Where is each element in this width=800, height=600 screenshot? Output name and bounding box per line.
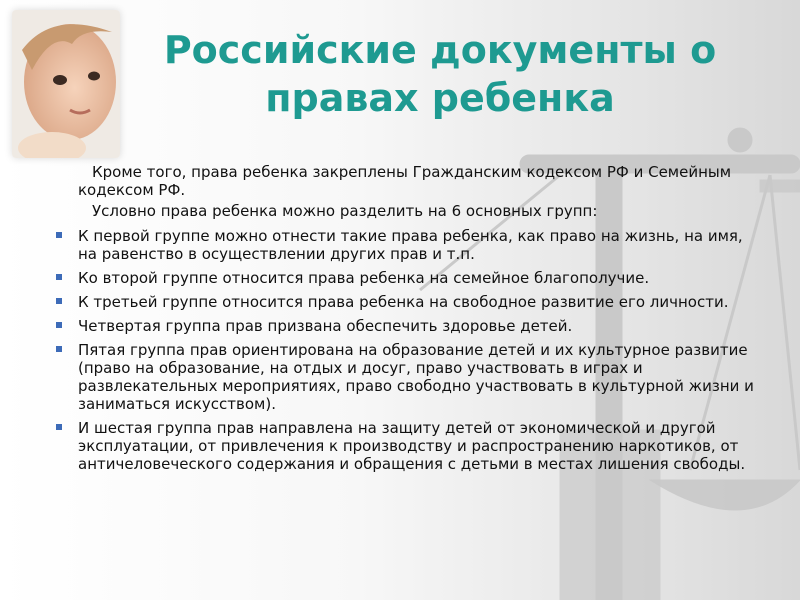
child-face-photo: [12, 10, 120, 158]
list-item-text: К третьей группе относится права ребенка на свободное развитие его личности.: [78, 293, 729, 311]
list-item-text: К первой группе можно отнести такие права ребенка, как право на жизнь, на имя, на равенство в осуществлении других прав и т.п.: [78, 227, 743, 263]
list-item-text: Четвертая группа прав призвана обеспечить здоровье детей.: [78, 317, 573, 335]
bullet-icon: [56, 322, 62, 328]
intro-paragraph: Условно права ребенка можно разделить на 6 основных групп:: [92, 202, 598, 220]
intro-paragraph: Кроме того, права ребенка закреплены Гражданским кодексом РФ и Семейным кодексом РФ.: [78, 163, 732, 199]
list-item: [54, 341, 762, 413]
bullet-icon: [56, 424, 62, 430]
list-item: [54, 293, 762, 311]
bullet-icon: [56, 298, 62, 304]
bullet-icon: [56, 346, 62, 352]
rights-groups-list: [54, 227, 762, 473]
list-item: [54, 317, 762, 335]
bullet-icon: [56, 232, 62, 238]
list-item: [54, 269, 762, 287]
bullet-icon: [56, 274, 62, 280]
list-item-text: Ко второй группе относится права ребенка на семейное благополучие.: [78, 269, 650, 287]
page-title: [120, 26, 760, 122]
title-line-1: Российские документы о: [163, 28, 717, 72]
title-line-2: правах ребенка: [265, 76, 615, 120]
list-item-text: Пятая группа прав ориентирована на образование детей и их культурное развитие (право на образование, на отдых и досуг, право участвовать в играх и развлекательных мероприятиях, право свободно участвовать в культурной жизни и заниматься искусством).: [78, 341, 754, 413]
list-item-text: И шестая группа прав направлена на защиту детей от экономической и другой эксплуатации, от привлечения к производству и распространению наркотиков, от античеловеческого содержания и обращения с детьми в местах лишения свободы.: [78, 419, 746, 473]
list-item: [54, 227, 762, 263]
list-item: [54, 419, 762, 473]
slide-body: [54, 163, 762, 479]
